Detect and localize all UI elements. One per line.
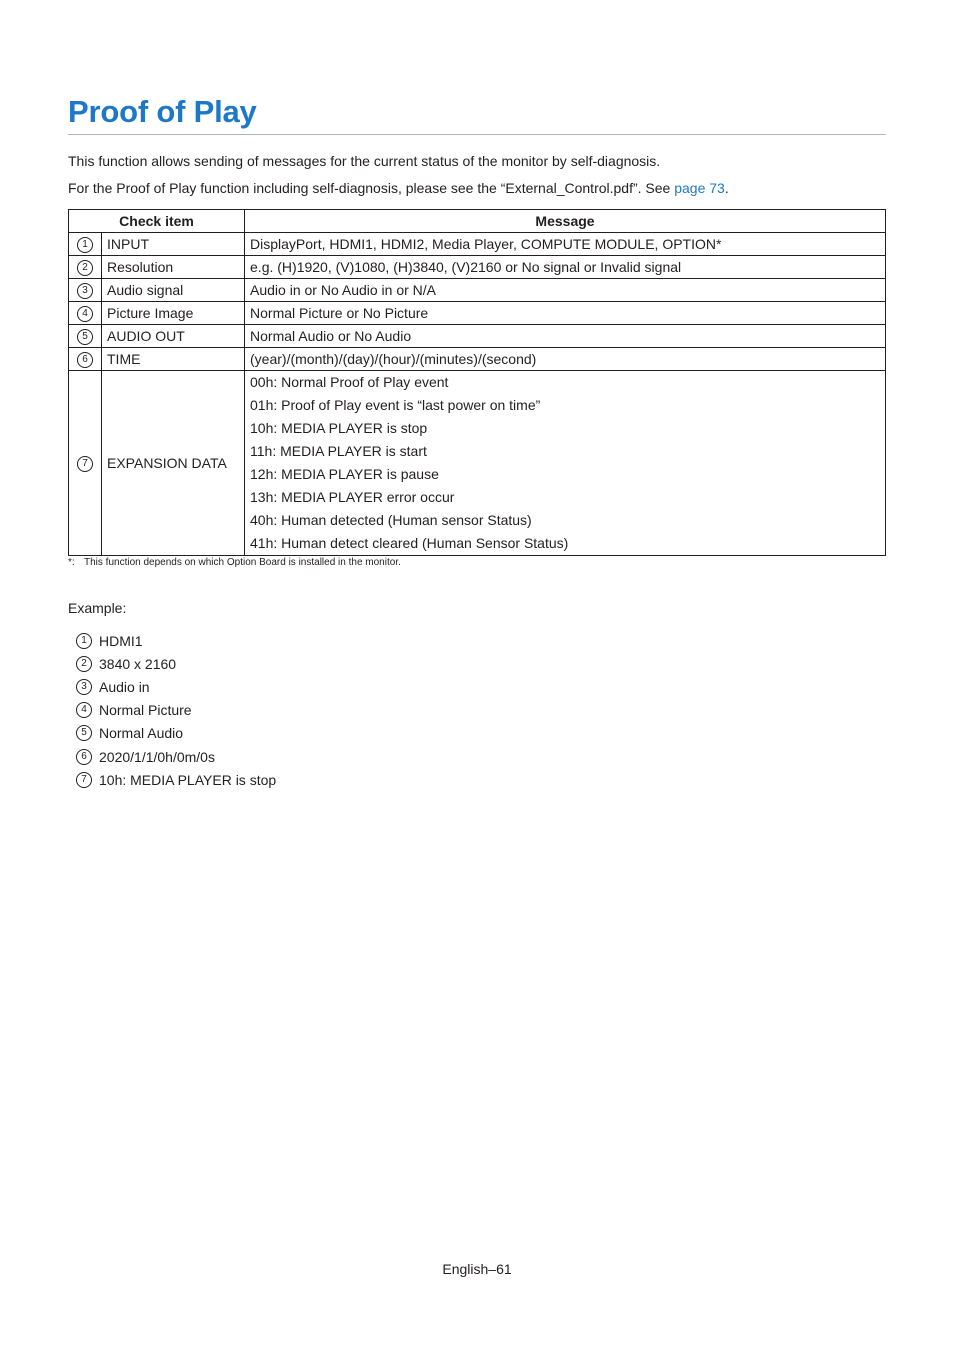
table-row bbox=[69, 348, 886, 371]
list-item bbox=[76, 768, 276, 791]
row-number-badge: 5 bbox=[77, 329, 93, 345]
reference-text: For the Proof of Play function including self-diagnosis, please see the “External_Control.pdf”. See bbox=[68, 180, 675, 196]
message-cell: Normal Picture or No Picture bbox=[245, 302, 886, 325]
check-item-cell: AUDIO OUT bbox=[102, 325, 245, 348]
expansion-message: 11h: MEDIA PLAYER is start bbox=[250, 443, 427, 459]
example-value: Normal Audio bbox=[99, 725, 184, 742]
example-number-badge: 3 bbox=[76, 679, 92, 695]
expansion-message: 40h: Human detected (Human sensor Status) bbox=[250, 512, 532, 528]
row-number-badge: 2 bbox=[77, 260, 93, 276]
message-cell: e.g. (H)1920, (V)1080, (H)3840, (V)2160 or No signal or Invalid signal bbox=[245, 256, 886, 279]
footnote-text: This function depends on which Option Board is installed in the monitor. bbox=[84, 557, 401, 568]
expansion-message: 13h: MEDIA PLAYER error occur bbox=[250, 489, 455, 505]
message-cell: Audio in or No Audio in or N/A bbox=[245, 279, 886, 302]
reference-suffix: . bbox=[724, 180, 729, 196]
table-row bbox=[69, 302, 886, 325]
table-row bbox=[69, 256, 886, 279]
row-number-badge: 1 bbox=[77, 237, 93, 253]
list-item bbox=[76, 745, 276, 768]
example-value: 10h: MEDIA PLAYER is stop bbox=[99, 771, 277, 788]
table-row bbox=[69, 325, 886, 348]
example-value: 2020/1/1/0h/0m/0s bbox=[99, 748, 215, 765]
list-item bbox=[76, 652, 276, 675]
footnote bbox=[68, 557, 401, 569]
example-number-badge: 4 bbox=[76, 702, 92, 718]
check-item-cell: Picture Image bbox=[102, 302, 245, 325]
check-item-cell: Audio signal bbox=[102, 279, 245, 302]
message-cell: (year)/(month)/(day)/(hour)/(minutes)/(second) bbox=[245, 348, 886, 371]
row-number-cell bbox=[69, 325, 102, 348]
row-number-cell bbox=[69, 279, 102, 302]
check-item-cell: EXPANSION DATA bbox=[102, 371, 245, 556]
check-item-table bbox=[68, 209, 886, 556]
example-number-badge: 7 bbox=[76, 772, 92, 788]
reference-paragraph bbox=[68, 179, 729, 197]
message-cell: DisplayPort, HDMI1, HDMI2, Media Player, COMPUTE MODULE, OPTION* bbox=[245, 233, 886, 256]
row-number-badge: 3 bbox=[77, 283, 93, 299]
table-row bbox=[69, 233, 886, 256]
expansion-message: 41h: Human detect cleared (Human Sensor Status) bbox=[250, 535, 569, 551]
example-value: 3840 x 2160 bbox=[99, 655, 177, 672]
message-header: Message bbox=[245, 210, 886, 233]
check-item-cell: Resolution bbox=[102, 256, 245, 279]
list-item bbox=[76, 722, 276, 745]
example-number-badge: 2 bbox=[76, 656, 92, 672]
list-item bbox=[76, 675, 276, 698]
row-number-cell bbox=[69, 256, 102, 279]
example-list bbox=[76, 629, 276, 791]
example-number-badge: 6 bbox=[76, 749, 92, 765]
page-title: Proof of Play bbox=[68, 94, 257, 129]
row-number-cell bbox=[69, 302, 102, 325]
check-item-cell: INPUT bbox=[102, 233, 245, 256]
message-cell: Normal Audio or No Audio bbox=[245, 325, 886, 348]
page-number: English–61 bbox=[442, 1261, 512, 1277]
expansion-message: 01h: Proof of Play event is “last power on time” bbox=[250, 397, 541, 413]
expansion-data-row bbox=[69, 371, 886, 556]
footnote-mark: *: bbox=[68, 557, 75, 568]
row-number-badge: 7 bbox=[77, 456, 93, 472]
example-label: Example: bbox=[68, 600, 127, 616]
expansion-message: 00h: Normal Proof of Play event bbox=[250, 374, 449, 390]
example-value: HDMI1 bbox=[99, 632, 143, 649]
row-number-cell bbox=[69, 348, 102, 371]
expansion-message-cell bbox=[245, 371, 886, 556]
row-number-cell bbox=[69, 371, 102, 556]
example-number-badge: 5 bbox=[76, 725, 92, 741]
title-divider bbox=[68, 134, 886, 135]
intro-paragraph: This function allows sending of messages for the current status of the monitor by self-diagnosis. bbox=[68, 153, 661, 169]
row-number-badge: 4 bbox=[77, 306, 93, 322]
example-number-badge: 1 bbox=[76, 633, 92, 649]
check-item-cell: TIME bbox=[102, 348, 245, 371]
table-header-row bbox=[69, 210, 886, 233]
row-number-badge: 6 bbox=[77, 352, 93, 368]
page-73-link[interactable]: page 73 bbox=[674, 180, 725, 196]
expansion-message: 12h: MEDIA PLAYER is pause bbox=[250, 466, 439, 482]
check-item-header: Check item bbox=[69, 210, 245, 233]
expansion-message: 10h: MEDIA PLAYER is stop bbox=[250, 420, 428, 436]
list-item bbox=[76, 699, 276, 722]
row-number-cell bbox=[69, 233, 102, 256]
example-value: Normal Picture bbox=[99, 702, 192, 719]
list-item bbox=[76, 629, 276, 652]
table-row bbox=[69, 279, 886, 302]
example-value: Audio in bbox=[99, 678, 150, 695]
